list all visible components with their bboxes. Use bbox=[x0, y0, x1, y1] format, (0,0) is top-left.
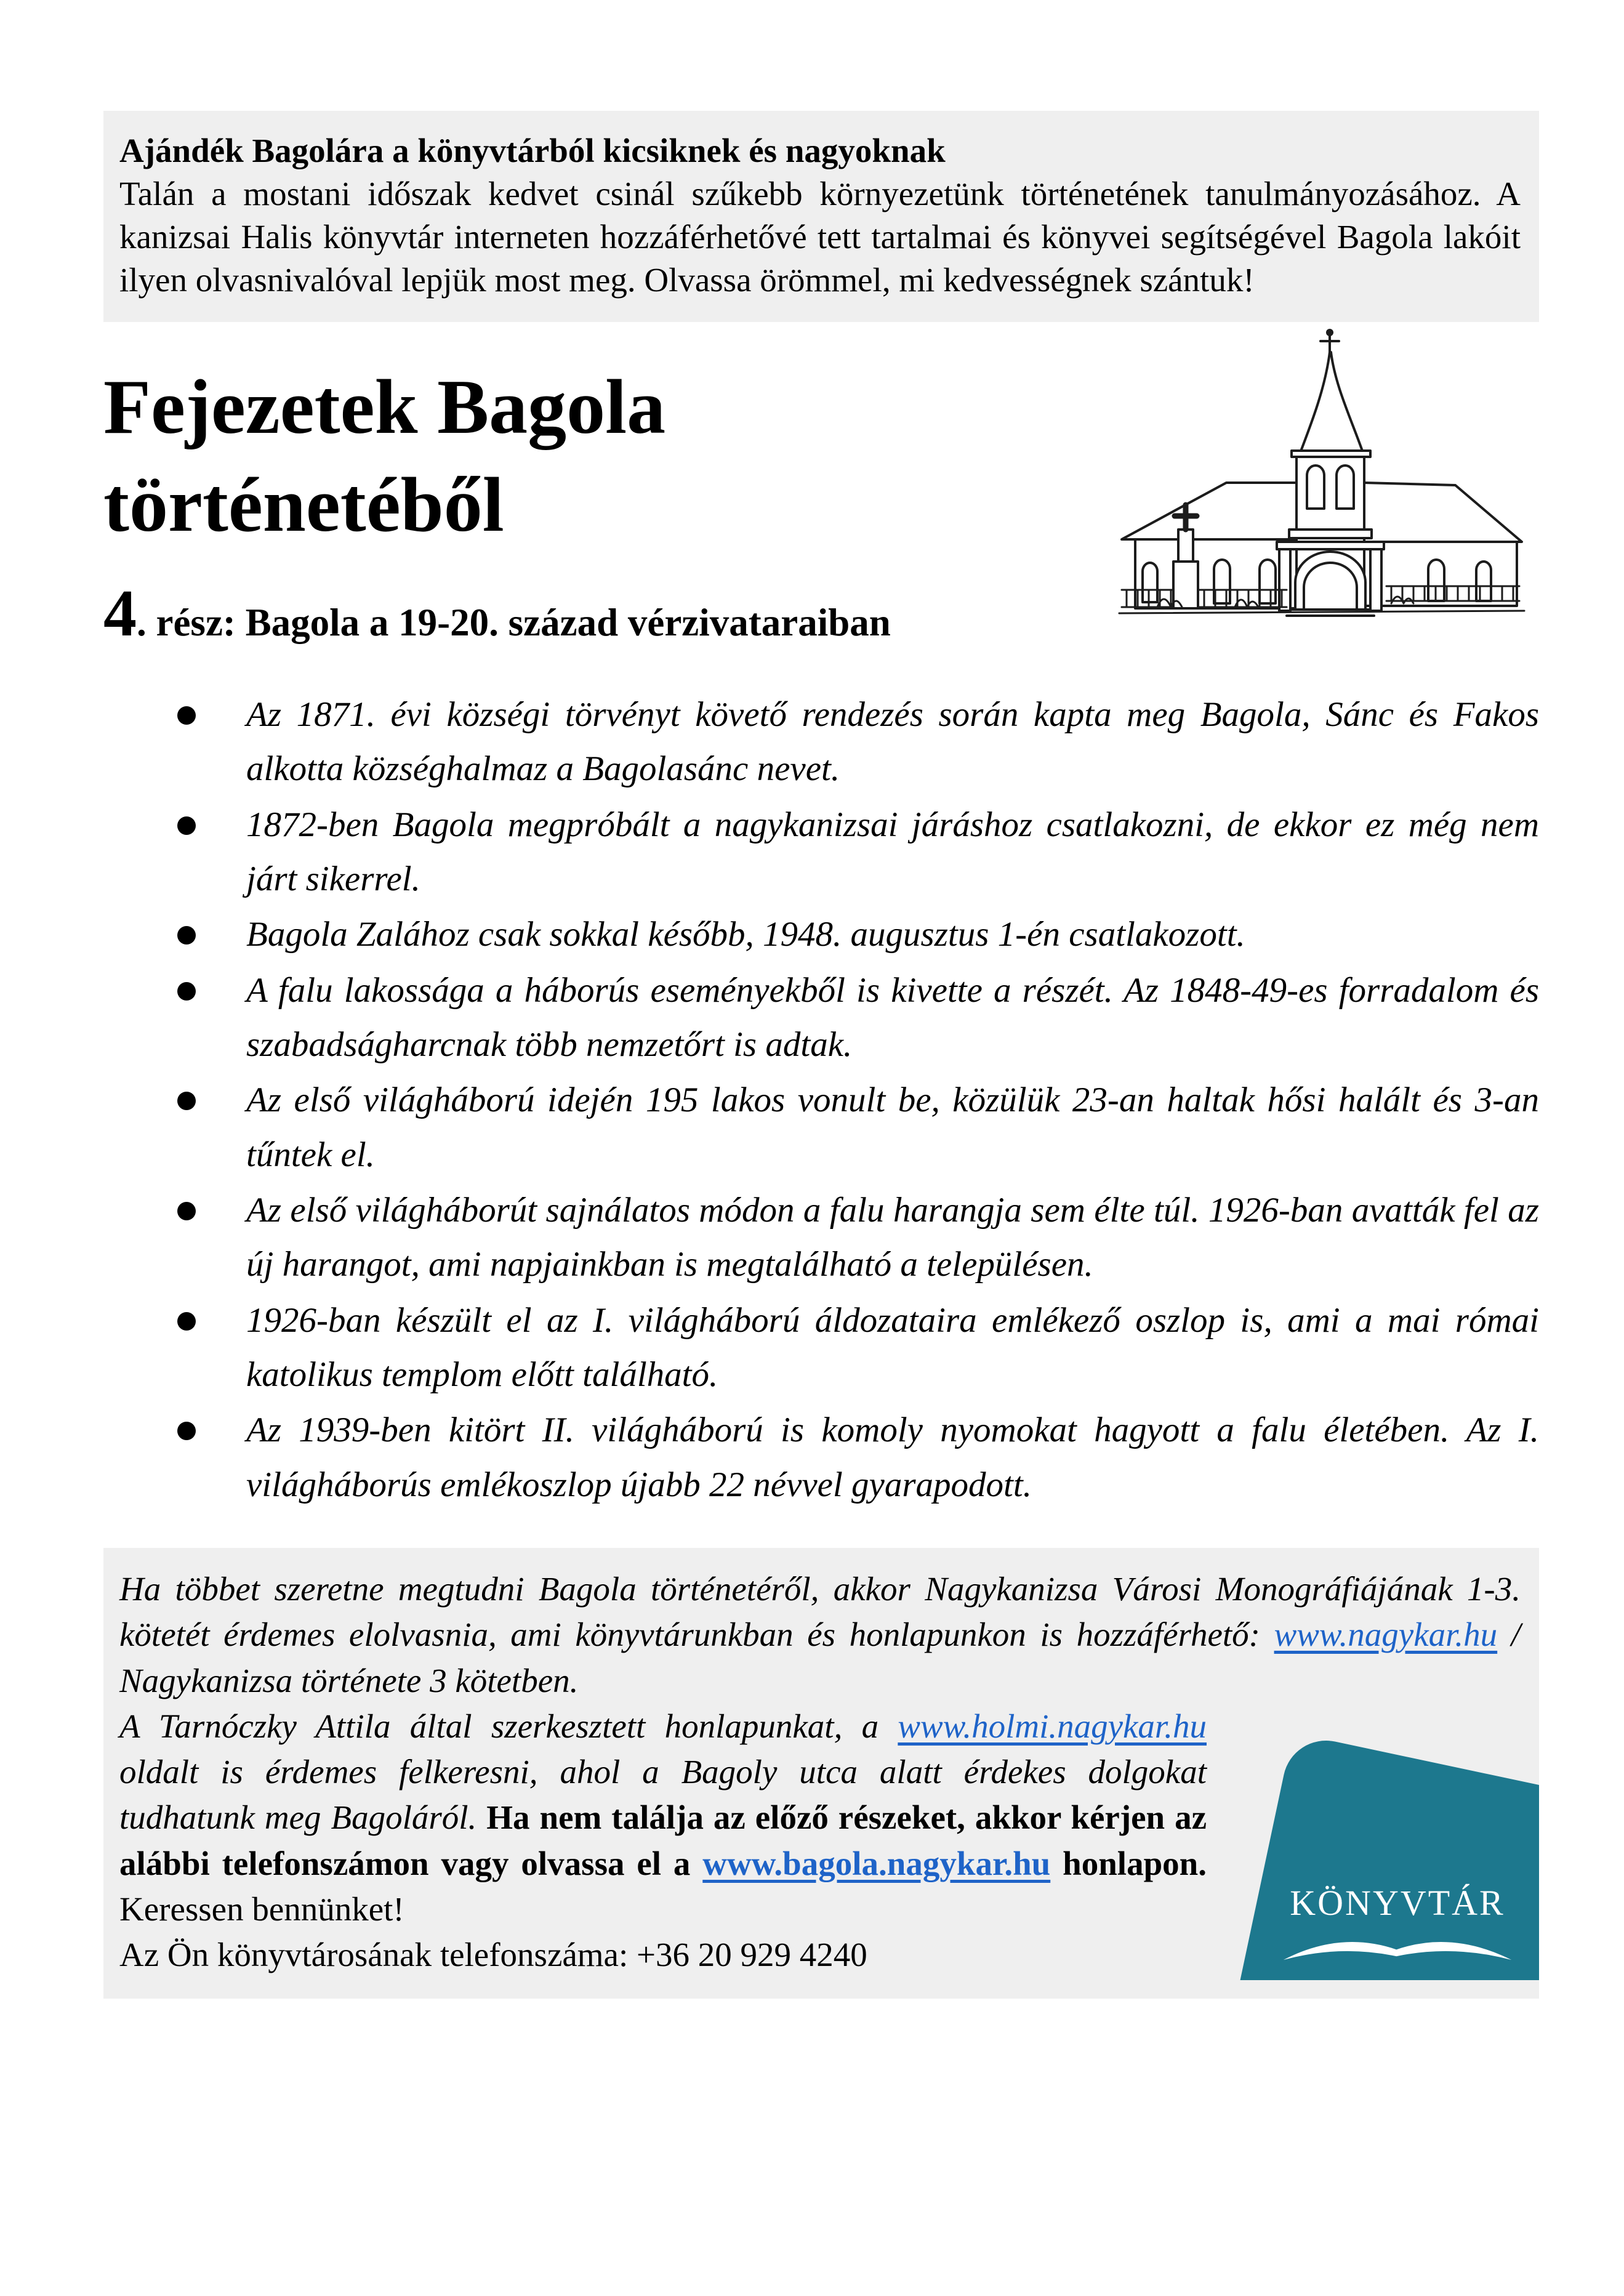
part-number: 4 bbox=[103, 576, 137, 650]
library-logo bbox=[1231, 1733, 1539, 1980]
bullet-dot-icon bbox=[177, 816, 196, 835]
intro-box bbox=[103, 111, 1539, 322]
logo-text: KÖNYVTÁR bbox=[1290, 1883, 1505, 1923]
bullet-text: 1872-ben Bagola megpróbált a nagykanizsai járáshoz csatlakozni, de ekkor ez még nem járt sikerrel. bbox=[246, 805, 1539, 898]
bullet-dot-icon bbox=[177, 1202, 196, 1220]
bullet-text: Bagola Zalához csak sokkal később, 1948. augusztus 1-én csatlakozott. bbox=[246, 915, 1245, 954]
footer-bold-text: Ha nem találja az előző részeket, akkor kérjen az alábbi telefonszámon vagy olvassa el a bbox=[119, 1799, 1207, 1882]
title-section bbox=[103, 359, 1539, 652]
link-nagykar[interactable]: www.nagykar.hu bbox=[1274, 1616, 1498, 1654]
footer-text: Keressen bennünket! bbox=[119, 1890, 404, 1928]
footer-text: / Nagykanizsa története 3 kötetben. bbox=[119, 1616, 1521, 1699]
part-subtitle bbox=[103, 576, 1083, 652]
footer-bold-text: honlapon. bbox=[1050, 1844, 1207, 1882]
bullet-text: A falu lakossága a háborús eseményekből is kivette a részét. Az 1848-49-es forradalom és szabadságharcnak több nemzetőrt is adtak. bbox=[246, 970, 1539, 1064]
bullet-text: 1926-ban készült el az I. világháború áldozataira emlékező oszlop is, ami a mai római katolikus templom előtt található. bbox=[246, 1300, 1539, 1394]
bullet-item bbox=[246, 798, 1539, 907]
footer-paragraph-1 bbox=[119, 1566, 1521, 1704]
footer-phone-line: Az Ön könyvtárosának telefonszáma: +36 20 929 4240 bbox=[119, 1936, 867, 1974]
bullet-item bbox=[246, 1403, 1539, 1512]
bullet-dot-icon bbox=[177, 1422, 196, 1440]
church-illustration bbox=[1083, 325, 1539, 621]
bullet-dot-icon bbox=[177, 1092, 196, 1110]
page-title bbox=[103, 359, 1083, 555]
page-title-line2: történetéből bbox=[103, 462, 504, 549]
bullet-text: Az első világháborút sajnálatos módon a falu harangja sem élte túl. 1926-ban avatták fel az új harangot, ami napjainkban is megtalálható a településen. bbox=[246, 1190, 1539, 1284]
bullet-text: Az első világháború idején 195 lakos vonult be, közülük 23-an haltak hősi halált és 3-an tűntek el. bbox=[246, 1081, 1539, 1174]
page-title-line1: Fejezetek Bagola bbox=[103, 365, 666, 451]
footer-text: A Tarnóczky Attila által szerkesztett honlapunkat, a bbox=[119, 1707, 898, 1745]
bullet-item bbox=[246, 908, 1539, 962]
footer-box bbox=[103, 1548, 1539, 1999]
part-subtitle-text: . rész: Bagola a 19-20. század vérzivataraiban bbox=[137, 600, 891, 644]
footer-text: Ha többet szeretne megtudni Bagola történetéről, akkor Nagykanizsa Városi Monográfiájának 1-3. kötetét érdemes elolvasnia, ami könyvtárunkban és honlapunkon is hozzáférhető: bbox=[119, 1570, 1521, 1654]
bullet-item bbox=[246, 964, 1539, 1073]
bullet-dot-icon bbox=[177, 1312, 196, 1331]
intro-paragraph: Talán a mostani időszak kedvet csinál szűkebb környezetünk történetének tanulmányozásához. A kanizsai Halis könyvtár interneten hozzáférhetővé tett tartalmai és könyvei segítségével Bagola lakóit ilyen olvasnivalóval lepjük most meg. Olvassa örömmel, mi kedvességnek szántuk! bbox=[119, 174, 1521, 299]
bullet-dot-icon bbox=[177, 982, 196, 1001]
history-bullet-list bbox=[103, 688, 1539, 1512]
bullet-item bbox=[246, 1294, 1539, 1403]
church-drawing bbox=[1083, 325, 1539, 621]
open-book-icon bbox=[1277, 1921, 1517, 1970]
bullet-text: Az 1939-ben kitört II. világháború is komoly nyomokat hagyott a falu életében. Az I. világháborús emlékoszlop újabb 22 névvel gyarapodott. bbox=[246, 1411, 1539, 1504]
intro-heading: Ajándék Bagolára a könyvtárból kicsiknek és nagyoknak bbox=[119, 132, 946, 169]
bullet-item bbox=[246, 1073, 1539, 1182]
bullet-item bbox=[246, 1183, 1539, 1292]
link-holmi-nagykar[interactable]: www.holmi.nagykar.hu bbox=[898, 1707, 1207, 1745]
bullet-dot-icon bbox=[177, 926, 196, 945]
footer-text: oldalt is érdemes felkeresni, ahol a Bagoly utca alatt érdekes dolgokat tudhatunk meg Bagoláról. bbox=[119, 1753, 1207, 1837]
title-column bbox=[103, 359, 1083, 652]
link-bagola-nagykar[interactable]: www.bagola.nagykar.hu bbox=[702, 1844, 1051, 1882]
bullet-item bbox=[246, 688, 1539, 797]
bullet-dot-icon bbox=[177, 706, 196, 725]
bullet-text: Az 1871. évi községi törvényt követő rendezés során kapta meg Bagola, Sánc és Fakos alkotta községhalmaz a Bagolasánc nevet. bbox=[246, 695, 1539, 789]
